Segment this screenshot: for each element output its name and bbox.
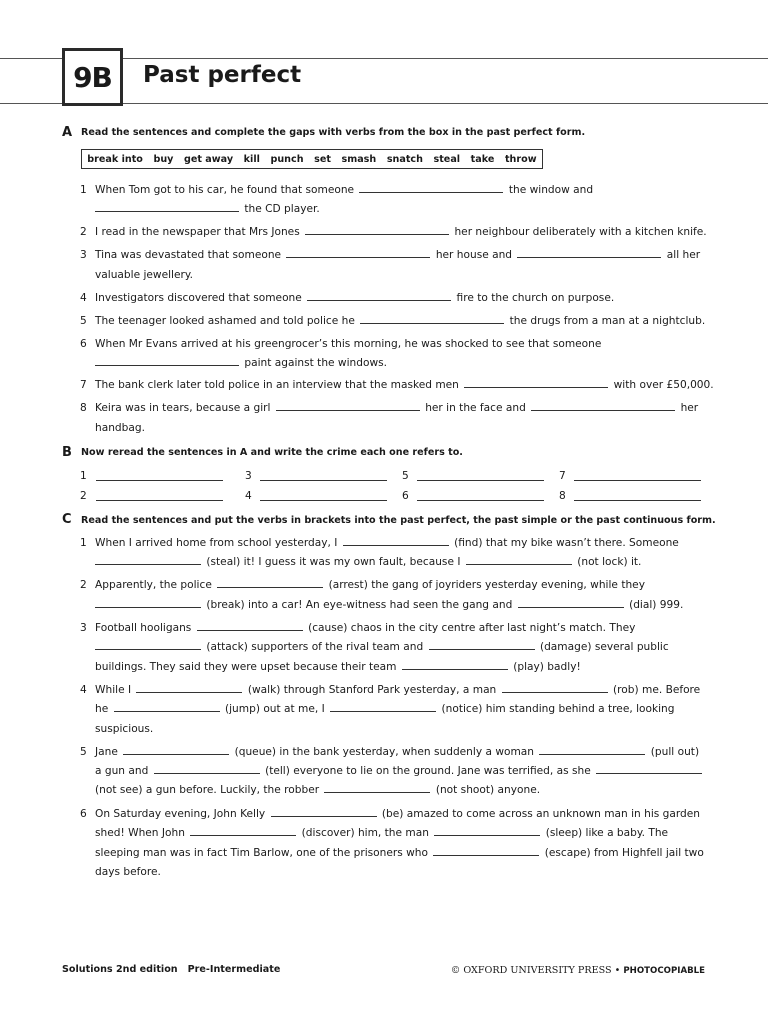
section-c-instruction: Read the sentences and put the verbs in brackets into the past perfect, the past simple or the past continuous form. — [81, 515, 716, 526]
sentence-line — [95, 402, 698, 414]
sentence-text: On Saturday evening, John Kelly — [95, 808, 266, 820]
word-box-item: take — [470, 153, 495, 165]
sentence-line — [95, 622, 635, 634]
answer-blank[interactable] — [502, 684, 608, 693]
sentence-text: valuable jewellery. — [95, 269, 193, 281]
item-number: 8 — [80, 402, 87, 414]
b-number: 4 — [245, 490, 252, 502]
sentence-text: When I arrived home from school yesterday, I — [95, 537, 338, 549]
answer-blank[interactable] — [271, 808, 377, 817]
sentence-text: When Tom got to his car, he found that someone — [95, 184, 355, 196]
footer-level: Pre-Intermediate — [187, 964, 281, 975]
b-number: 6 — [402, 490, 409, 502]
answer-blank[interactable] — [324, 784, 430, 793]
b-answer-line[interactable] — [260, 480, 387, 481]
sentence-text: When Mr Evans arrived at his greengrocer’s this morning, he was shocked to see that someone — [95, 338, 602, 350]
sentence-text: days before. — [95, 866, 161, 878]
answer-blank[interactable] — [197, 622, 303, 631]
answer-blank[interactable] — [305, 226, 449, 235]
sentence-text: (tell) everyone to lie on the ground. Jane was terrified, as she — [265, 765, 591, 777]
sentence-text: he — [95, 703, 109, 715]
sentence-text: sleeping man was in fact Tim Barlow, one of the prisoners who — [95, 847, 428, 859]
b-answer-line[interactable] — [260, 500, 387, 501]
sentence-text: (queue) in the bank yesterday, when suddenly a woman — [234, 746, 535, 758]
section-b-letter: B — [62, 445, 72, 460]
sentence-text: (sleep) like a baby. The — [545, 827, 669, 839]
section-a-letter: A — [62, 125, 73, 140]
sentence-text: her — [680, 402, 699, 414]
item-number: 3 — [80, 249, 87, 261]
item-number: 3 — [80, 622, 87, 634]
sentence-line — [95, 808, 700, 820]
sentence-text: (play) badly! — [513, 661, 581, 673]
word-box — [81, 149, 543, 169]
answer-blank[interactable] — [360, 315, 504, 324]
sentence-line — [95, 269, 193, 281]
answer-blank[interactable] — [114, 703, 220, 712]
footer-left — [62, 964, 280, 975]
word-box-item: smash — [341, 153, 377, 165]
sentence-text: (discover) him, the man — [301, 827, 429, 839]
sentence-text: Apparently, the police — [95, 579, 212, 591]
b-answer-line[interactable] — [417, 500, 544, 501]
sentence-text: (not lock) it. — [577, 556, 642, 568]
sentence-line — [95, 641, 669, 653]
item-number: 6 — [80, 808, 87, 820]
sentence-line — [95, 226, 707, 238]
word-box-item: get away — [184, 153, 234, 165]
sentence-line — [95, 357, 387, 369]
answer-blank[interactable] — [123, 746, 229, 755]
sentence-text: The bank clerk later told police in an interview that the masked men — [95, 379, 459, 391]
answer-blank[interactable] — [518, 599, 624, 608]
answer-blank[interactable] — [217, 579, 323, 588]
answer-blank[interactable] — [343, 537, 449, 546]
sentence-text: shed! When John — [95, 827, 185, 839]
word-box-item: snatch — [386, 153, 423, 165]
sentence-text: (steal) it! I guess it was my own fault, because I — [206, 556, 461, 568]
b-answer-line[interactable] — [574, 500, 701, 501]
item-number: 2 — [80, 579, 87, 591]
unit-number: 9B — [73, 60, 112, 94]
sentence-text: (not see) a gun before. Luckily, the robber — [95, 784, 320, 796]
word-box-item: break into — [87, 153, 143, 165]
sentence-line — [95, 579, 645, 591]
unit-badge — [62, 48, 123, 106]
item-number: 1 — [80, 537, 87, 549]
answer-blank[interactable] — [95, 556, 201, 565]
word-box-item: kill — [243, 153, 260, 165]
sentence-line — [95, 827, 668, 839]
sentence-line — [95, 184, 593, 196]
sentence-text: (be) amazed to come across an unknown man in his garden — [381, 808, 700, 820]
sentence-line — [95, 338, 601, 350]
sentence-text: (pull out) — [650, 746, 700, 758]
sentence-text: her neighbour deliberately with a kitchen knife. — [454, 226, 707, 238]
answer-blank[interactable] — [95, 203, 239, 212]
b-answer-line[interactable] — [417, 480, 544, 481]
sentence-text: Investigators discovered that someone — [95, 292, 302, 304]
sentence-text: (not shoot) anyone. — [435, 784, 541, 796]
answer-blank[interactable] — [433, 847, 539, 856]
word-box-item: set — [314, 153, 331, 165]
sentence-line — [95, 379, 714, 391]
sentence-text: her house and — [435, 249, 513, 261]
sentence-text: handbag. — [95, 422, 145, 434]
section-a-instruction: Read the sentences and complete the gaps with verbs from the box in the past perfect form. — [81, 127, 586, 138]
b-number: 1 — [80, 470, 87, 482]
sentence-text: (cause) chaos in the city centre after last night’s match. They — [308, 622, 636, 634]
answer-blank[interactable] — [434, 827, 540, 836]
sentence-text: fire to the church on purpose. — [456, 292, 615, 304]
sentence-text: the window and — [508, 184, 594, 196]
sentence-line — [95, 703, 675, 715]
word-box-item: throw — [504, 153, 537, 165]
answer-blank[interactable] — [95, 641, 201, 650]
page-title: Past perfect — [143, 62, 302, 88]
section-b-instruction: Now reread the sentences in A and write the crime each one refers to. — [81, 447, 463, 458]
sentence-line — [95, 599, 683, 611]
sentence-line — [95, 249, 700, 261]
answer-blank[interactable] — [531, 402, 675, 411]
b-number: 8 — [559, 490, 566, 502]
sentence-text: Keira was in tears, because a girl — [95, 402, 271, 414]
answer-blank[interactable] — [466, 556, 572, 565]
answer-blank[interactable] — [402, 661, 508, 670]
item-number: 4 — [80, 684, 87, 696]
item-number: 5 — [80, 746, 87, 758]
sentence-line — [95, 847, 704, 859]
item-number: 2 — [80, 226, 87, 238]
sentence-line — [95, 765, 704, 777]
answer-blank[interactable] — [517, 249, 661, 258]
answer-blank[interactable] — [596, 765, 702, 774]
sentence-text: I read in the newspaper that Mrs Jones — [95, 226, 300, 238]
sentence-text: (escape) from Highfell jail two — [544, 847, 704, 859]
sentence-text: her in the face and — [425, 402, 526, 414]
sentence-text: buildings. They said they were upset because their team — [95, 661, 397, 673]
sentence-text: suspicious. — [95, 723, 154, 735]
sentence-text: all her — [666, 249, 701, 261]
footer-edition: Solutions 2nd edition — [62, 964, 178, 975]
answer-blank[interactable] — [154, 765, 260, 774]
sentence-text: (damage) several public — [539, 641, 669, 653]
answer-blank[interactable] — [359, 184, 503, 193]
sentence-text: (find) that my bike wasn’t there. Someone — [454, 537, 679, 549]
b-number: 3 — [245, 470, 252, 482]
sentence-line — [95, 422, 145, 434]
sentence-text: a gun and — [95, 765, 149, 777]
answer-blank[interactable] — [95, 357, 239, 366]
sentence-line — [95, 746, 699, 758]
answer-blank[interactable] — [286, 249, 430, 258]
sentence-text: (break) into a car! An eye-witness had seen the gang and — [206, 599, 513, 611]
answer-blank[interactable] — [276, 402, 420, 411]
word-box-item: buy — [153, 153, 174, 165]
b-answer-line[interactable] — [96, 480, 223, 481]
sentence-text: (rob) me. Before — [613, 684, 701, 696]
answer-blank[interactable] — [330, 703, 436, 712]
sentence-text: the CD player. — [244, 203, 320, 215]
item-number: 5 — [80, 315, 87, 327]
word-box-item: steal — [433, 153, 461, 165]
sentence-text: paint against the windows. — [244, 357, 388, 369]
sentence-line — [95, 784, 540, 796]
b-answer-line[interactable] — [574, 480, 701, 481]
sentence-line — [95, 537, 679, 549]
sentence-line — [95, 556, 641, 568]
sentence-text: Jane — [95, 746, 118, 758]
item-number: 1 — [80, 184, 87, 196]
answer-blank[interactable] — [464, 379, 608, 388]
sentence-text: (walk) through Stanford Park yesterday, a man — [247, 684, 497, 696]
sentence-text: (notice) him standing behind a tree, looking — [441, 703, 675, 715]
answer-blank[interactable] — [307, 292, 451, 301]
item-number: 6 — [80, 338, 87, 350]
footer-publisher: © OXFORD UNIVERSITY PRESS — [450, 965, 612, 976]
answer-blank[interactable] — [190, 827, 296, 836]
sentence-line — [95, 723, 153, 735]
sentence-line — [95, 292, 614, 304]
footer-separator: • — [614, 965, 621, 976]
sentence-text: the drugs from a man at a nightclub. — [509, 315, 706, 327]
footer-right — [451, 965, 705, 976]
item-number: 7 — [80, 379, 87, 391]
sentence-text: Tina was devastated that someone — [95, 249, 282, 261]
sentence-text: (attack) supporters of the rival team and — [206, 641, 424, 653]
sentence-text: with over £50,000. — [613, 379, 714, 391]
sentence-text: (arrest) the gang of joyriders yesterday evening, while they — [328, 579, 645, 591]
sentence-text: (jump) out at me, I — [224, 703, 325, 715]
b-number: 5 — [402, 470, 409, 482]
sentence-text: (dial) 999. — [629, 599, 684, 611]
answer-blank[interactable] — [136, 684, 242, 693]
footer-photocopiable: PHOTOCOPIABLE — [623, 966, 705, 976]
sentence-text: Football hooligans — [95, 622, 192, 634]
answer-blank[interactable] — [539, 746, 645, 755]
sentence-line — [95, 315, 705, 327]
b-answer-line[interactable] — [96, 500, 223, 501]
sentence-line — [95, 684, 700, 696]
sentence-line — [95, 203, 320, 215]
word-box-item: punch — [270, 153, 304, 165]
answer-blank[interactable] — [429, 641, 535, 650]
sentence-line — [95, 661, 581, 673]
answer-blank[interactable] — [95, 599, 201, 608]
sentence-line — [95, 866, 161, 878]
sentence-text: While I — [95, 684, 132, 696]
sentence-text: The teenager looked ashamed and told police he — [95, 315, 355, 327]
section-c-letter: C — [62, 512, 72, 527]
item-number: 4 — [80, 292, 87, 304]
b-number: 7 — [559, 470, 566, 482]
b-number: 2 — [80, 490, 87, 502]
